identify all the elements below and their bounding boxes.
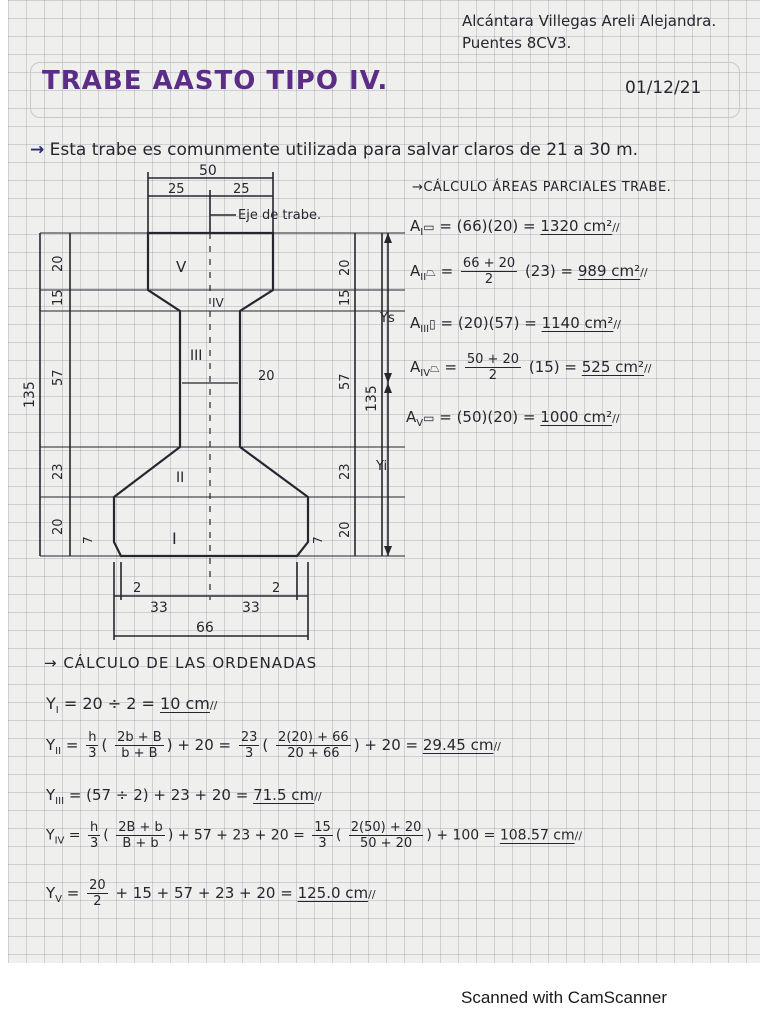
right-dim-20-bottom: 20 <box>338 521 353 538</box>
left-dim-23: 23 <box>51 463 66 480</box>
chamfer-right: 2 <box>272 581 281 596</box>
left-dim-total: 135 <box>22 381 38 408</box>
right-dim-23: 23 <box>338 463 353 480</box>
arrow-icon: → <box>30 140 45 160</box>
label-web-width: 20 <box>258 369 275 384</box>
ordinate-y1: $Y_I = 20 \div 2 = 10$ cm// <box>46 694 218 717</box>
area-row-iii: $A_{III}▯ = (20)(57) = 1140$ cm²// <box>410 314 621 335</box>
area-result-ii: 989 cm² <box>577 262 641 280</box>
zone-label-v: V <box>176 258 187 276</box>
ordinate-y2-result: 29.45 cm <box>422 736 494 754</box>
right-dim-15: 15 <box>338 289 353 306</box>
ordinate-y1-result: 10 cm <box>160 694 210 713</box>
zone-label-iii: III <box>190 348 203 364</box>
zone-label-i: I <box>172 529 177 548</box>
bottom-half-right: 33 <box>242 600 260 616</box>
label-ys: Ys <box>380 311 395 326</box>
left-dim-20-top: 20 <box>51 255 66 272</box>
label-top-width: 50 <box>199 163 217 179</box>
ordinate-y3-result: 71.5 cm <box>253 786 315 804</box>
bottom-width: 66 <box>196 620 214 636</box>
label-top-half-right: 25 <box>233 182 250 197</box>
left-dim-15: 15 <box>51 289 66 306</box>
bottom-half-left: 33 <box>150 600 168 616</box>
ordinate-y5-result: 125.0 cm <box>297 884 369 902</box>
chamfer-left: 2 <box>133 581 142 596</box>
area-result-iv: 525 cm² <box>581 358 645 376</box>
intro-text: Esta trabe es comunmente utilizada para salvar claros de 21 a 30 m. <box>49 140 639 160</box>
zone-label-iv: IV <box>212 296 224 310</box>
ordinate-y5: $Y_V$ = $\frac{20}{2}$ + 15 + 57 + 23 + 20 = 125.0 cm// <box>46 878 376 909</box>
ordinates-heading: → CÁLCULO DE LAS ORDENADAS <box>44 654 318 672</box>
beam-outline <box>114 233 308 556</box>
small-right: 7 <box>311 536 325 544</box>
ordinate-y4-result: 108.57 cm <box>499 827 575 844</box>
area-row-iv: $A_{IV}⏢$ = $\frac{50 + 20}{2}$ (15) = 525 cm²// <box>410 352 652 383</box>
zone-label-ii: II <box>176 470 185 486</box>
date: 01/12/21 <box>625 78 702 98</box>
label-axis: Eje de trabe. <box>238 208 322 223</box>
author-group: Puentes 8CV3. <box>462 34 572 52</box>
left-dim-20-bottom: 20 <box>51 518 66 535</box>
right-dim-20-top: 20 <box>338 259 353 276</box>
right-dim-total: 135 <box>364 385 380 412</box>
areas-heading: →CÁLCULO ÁREAS PARCIALES TRABE. <box>412 180 672 195</box>
area-row-v: $A_V▭ = (50)(20) = 1000$ cm²// <box>406 408 620 429</box>
small-left: 7 <box>81 536 95 544</box>
label-yi: Yi <box>376 459 388 474</box>
right-dim-57: 57 <box>338 373 353 390</box>
ordinate-y4: $Y_{IV}$ = $\frac{h}{3}$ ( $\frac{2B + b}{B + b}$ ) + 57 + 23 + 20 = $\frac{15}{3}$ ( $\frac{2(50) + 20}{50 + 20}$ ) + 100 = 108.57 cm// <box>46 820 583 851</box>
label-top-half-left: 25 <box>168 182 185 197</box>
left-dim-57: 57 <box>51 369 66 386</box>
area-row-ii: $A_{II}⏢$ = $\frac{66 + 20}{2}$ (23) = 989 cm²// <box>410 256 648 287</box>
area-result-iii: 1140 cm² <box>541 314 614 332</box>
ordinate-y3: $Y_{III} = (57 \div 2) + 23 + 20 = 71.5$ cm// <box>46 786 322 807</box>
page-title: TRABE AASTO TIPO IV. <box>42 66 389 96</box>
area-result-i: 1320 cm² <box>540 217 613 235</box>
area-result-v: 1000 cm² <box>540 408 613 426</box>
author-name: Alcántara Villegas Areli Alejandra. <box>462 12 717 30</box>
area-row-i: $A_I▭ = (66)(20) = 1320$ cm²// <box>410 217 620 238</box>
scanner-watermark: Scanned with CamScanner <box>461 988 668 1007</box>
ordinate-y2: $Y_{II}$ = $\frac{h}{3}$ ( $\frac{2b + B}{b + B}$ ) + 20 = $\frac{23}{3}$ ( $\frac{2(20) + 66}{20 + 66}$ ) + 20 = 29.45 cm// <box>46 730 501 761</box>
